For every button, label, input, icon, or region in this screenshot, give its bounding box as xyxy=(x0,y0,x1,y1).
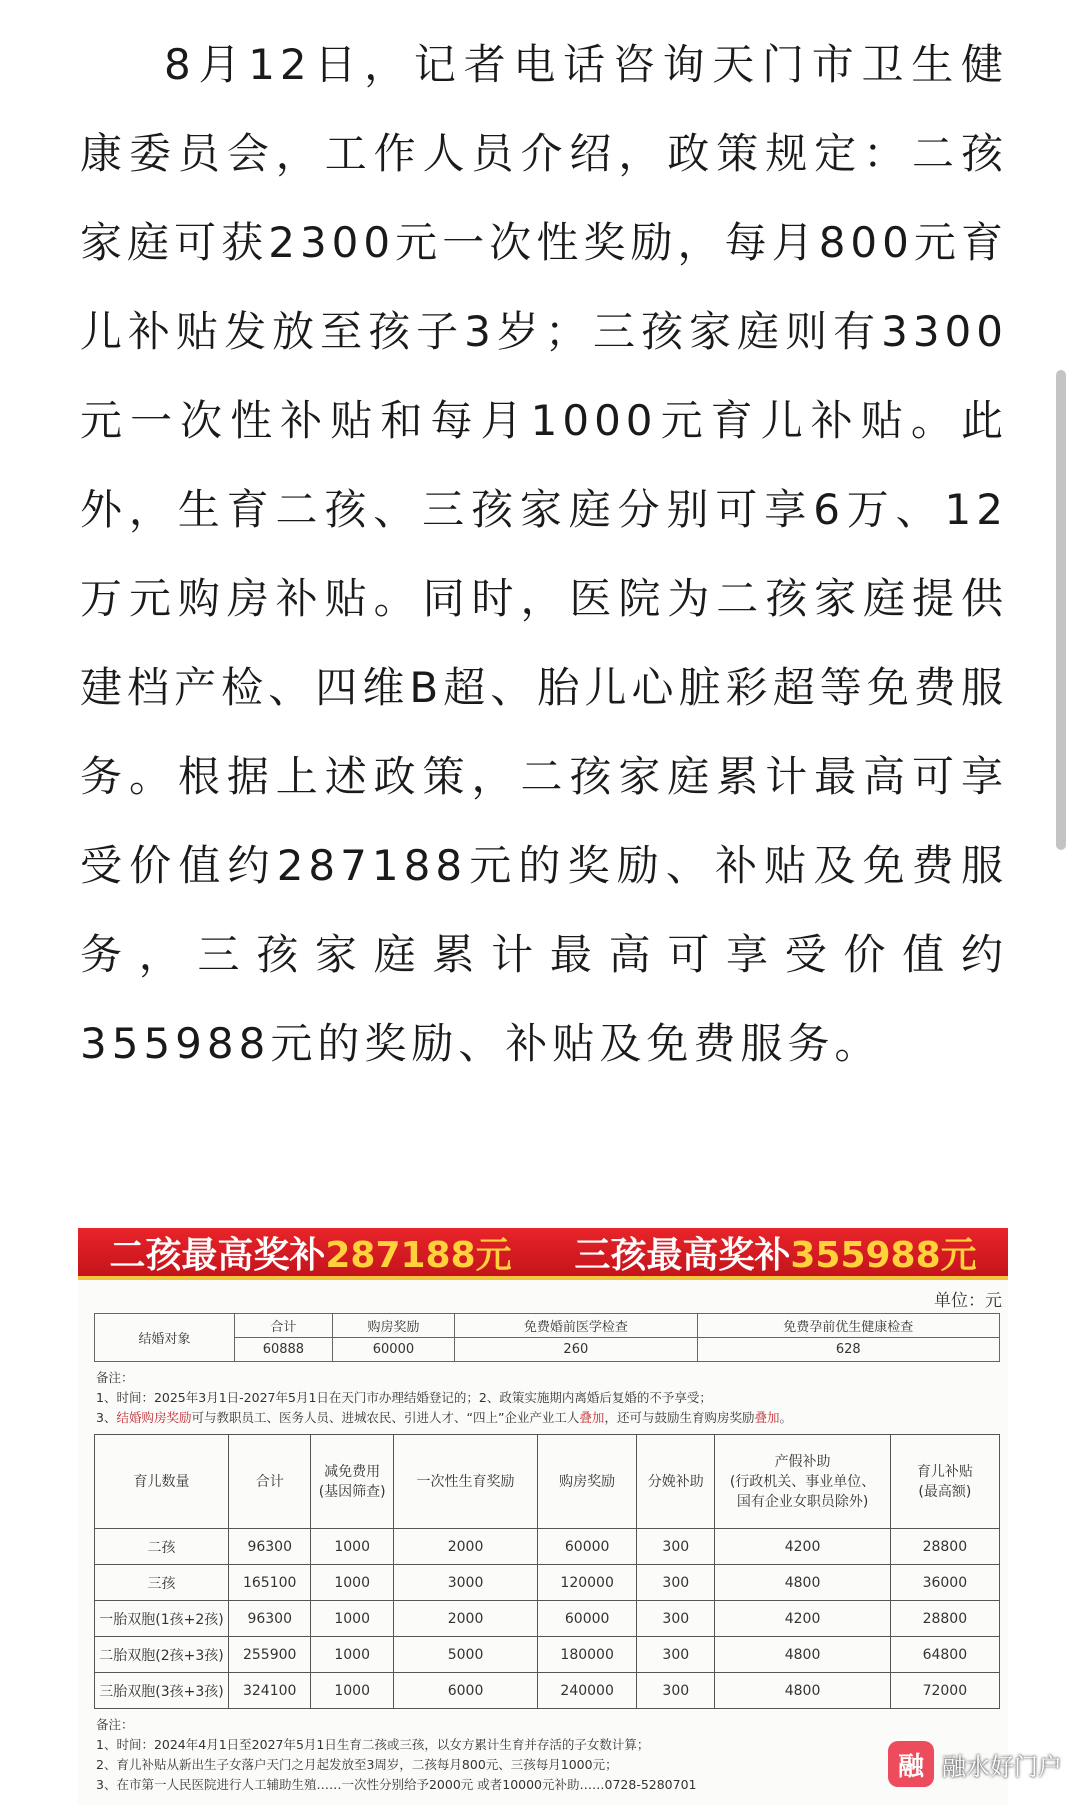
table-cell: 36000 xyxy=(890,1565,999,1601)
notes-line: 3、在市第一人民医院进行人工辅助生殖……一次性分别给予2000元 或者10000元补助……0728-5280701 xyxy=(96,1777,697,1792)
table-cell: 255900 xyxy=(228,1637,310,1673)
table-header: 免费婚前医学检查 xyxy=(455,1314,697,1338)
watermark-text: 融水好门户 xyxy=(942,1752,1062,1781)
table-header: 育儿补贴 (最高额) xyxy=(890,1435,999,1529)
table-cell: 一胎双胞(1孩+2孩) xyxy=(95,1601,229,1637)
table-row-label: 结婚对象 xyxy=(95,1314,235,1362)
table-cell: 300 xyxy=(637,1637,715,1673)
table-cell: 1000 xyxy=(311,1529,393,1565)
table-header: 免费孕前优生健康检查 xyxy=(697,1314,999,1338)
notes-title: 备注： xyxy=(96,1370,134,1385)
table-cell: 1000 xyxy=(311,1565,393,1601)
table-cell: 60000 xyxy=(332,1338,454,1362)
table-body xyxy=(95,1529,1000,1709)
table-cell: 二孩 xyxy=(95,1529,229,1565)
table-cell: 96300 xyxy=(228,1529,310,1565)
table-cell: 120000 xyxy=(538,1565,637,1601)
article-body xyxy=(80,20,1008,1088)
table-row xyxy=(95,1673,1000,1709)
notes-birth xyxy=(78,1709,1008,1795)
table-cell: 三胎双胞(3孩+3孩) xyxy=(95,1673,229,1709)
table-cell: 4200 xyxy=(715,1529,890,1565)
table-cell: 60000 xyxy=(538,1529,637,1565)
table-cell: 2000 xyxy=(393,1529,537,1565)
notes-line: 3、结婚购房奖励可与教职员工、医务人员、进城农民、引进人才、“四上”企业产业工人叠加，还可与鼓励生育购房奖励叠加。 xyxy=(96,1410,792,1425)
table-cell: 1000 xyxy=(311,1637,393,1673)
table-header: 分娩补助 xyxy=(637,1435,715,1529)
notes-line: 2、育儿补贴从新出生子女落户天门之月起发放至3周岁，二孩每月800元、三孩每月1000元； xyxy=(96,1757,618,1772)
notes-line: 1、时间：2024年4月1日至2027年5月1日生育二孩或三孩，以女方累计生育并存活的子女数计算； xyxy=(96,1737,650,1752)
table-row xyxy=(95,1529,1000,1565)
table-header: 减免费用 (基因筛查) xyxy=(311,1435,393,1529)
table-cell: 二胎双胞(2孩+3孩) xyxy=(95,1637,229,1673)
policy-poster xyxy=(78,1228,1008,1805)
table-cell: 4200 xyxy=(715,1601,890,1637)
table-cell: 3000 xyxy=(393,1565,537,1601)
table-cell: 300 xyxy=(637,1601,715,1637)
table-header: 合计 xyxy=(228,1435,310,1529)
table-cell: 300 xyxy=(637,1565,715,1601)
notes-title: 备注： xyxy=(96,1717,134,1732)
table-cell: 72000 xyxy=(890,1673,999,1709)
table-cell: 4800 xyxy=(715,1565,890,1601)
table-cell: 2000 xyxy=(393,1601,537,1637)
watermark xyxy=(888,1741,1062,1787)
table-cell: 180000 xyxy=(538,1637,637,1673)
table-header: 产假补助 (行政机关、事业单位、 国有企业女职员除外) xyxy=(715,1435,890,1529)
table-cell: 1000 xyxy=(311,1673,393,1709)
table-cell: 60888 xyxy=(235,1338,333,1362)
table-cell: 240000 xyxy=(538,1673,637,1709)
table-header-row xyxy=(95,1435,1000,1529)
banner-second-child: 二孩最高奖补287188元 xyxy=(109,1234,512,1276)
table-header: 一次性生育奖励 xyxy=(393,1435,537,1529)
table-cell: 165100 xyxy=(228,1565,310,1601)
notes-line: 1、时间：2025年3月1日-2027年5月1日在天门市办理结婚登记的；2、政策实施期内离婚后复婚的不予享受； xyxy=(96,1390,712,1405)
table-cell: 324100 xyxy=(228,1673,310,1709)
birth-table xyxy=(94,1434,1000,1709)
table-cell: 5000 xyxy=(393,1637,537,1673)
table-cell: 1000 xyxy=(311,1601,393,1637)
table-cell: 300 xyxy=(637,1529,715,1565)
banner-third-child: 三孩最高奖补355988元 xyxy=(574,1234,977,1276)
article-paragraph: 8月12日，记者电话咨询天门市卫生健康委员会，工作人员介绍，政策规定：二孩家庭可获2300元一次性奖励，每月800元育儿补贴发放至孩子3岁；三孩家庭则有3300元一次性补贴和每月1000元育儿补贴。此外，生育二孩、三孩家庭分别可享6万、12万元购房补贴。同时，医院为二孩家庭提供建档产检、四维B超、胎儿心脏彩超等免费服务。根据上述政策，二孩家庭累计最高可享受价值约287188元的奖励、补贴及免费服务，三孩家庭累计最高可享受价值约355988元的奖励、补贴及免费服务。 xyxy=(80,40,1008,1068)
table-cell: 28800 xyxy=(890,1601,999,1637)
table-cell: 28800 xyxy=(890,1529,999,1565)
table-cell: 6000 xyxy=(393,1673,537,1709)
poster-banner xyxy=(78,1228,1008,1280)
table-cell: 260 xyxy=(455,1338,697,1362)
table-cell: 4800 xyxy=(715,1637,890,1673)
table-cell: 64800 xyxy=(890,1637,999,1673)
table-cell: 4800 xyxy=(715,1673,890,1709)
table-cell: 96300 xyxy=(228,1601,310,1637)
table-cell: 60000 xyxy=(538,1601,637,1637)
table-header: 育儿数量 xyxy=(95,1435,229,1529)
watermark-logo-icon: 融 xyxy=(888,1741,934,1787)
table-cell: 628 xyxy=(697,1338,999,1362)
table-cell: 三孩 xyxy=(95,1565,229,1601)
table-header: 购房奖励 xyxy=(538,1435,637,1529)
table-row xyxy=(95,1637,1000,1673)
table-header: 购房奖励 xyxy=(332,1314,454,1338)
table-header: 合计 xyxy=(235,1314,333,1338)
table-cell: 300 xyxy=(637,1673,715,1709)
marriage-table xyxy=(94,1313,1000,1362)
unit-label: 单位：元 xyxy=(934,1291,1002,1311)
table-row xyxy=(95,1565,1000,1601)
notes-marriage xyxy=(78,1362,1008,1428)
scrollbar[interactable] xyxy=(1056,370,1066,850)
table-row xyxy=(95,1601,1000,1637)
